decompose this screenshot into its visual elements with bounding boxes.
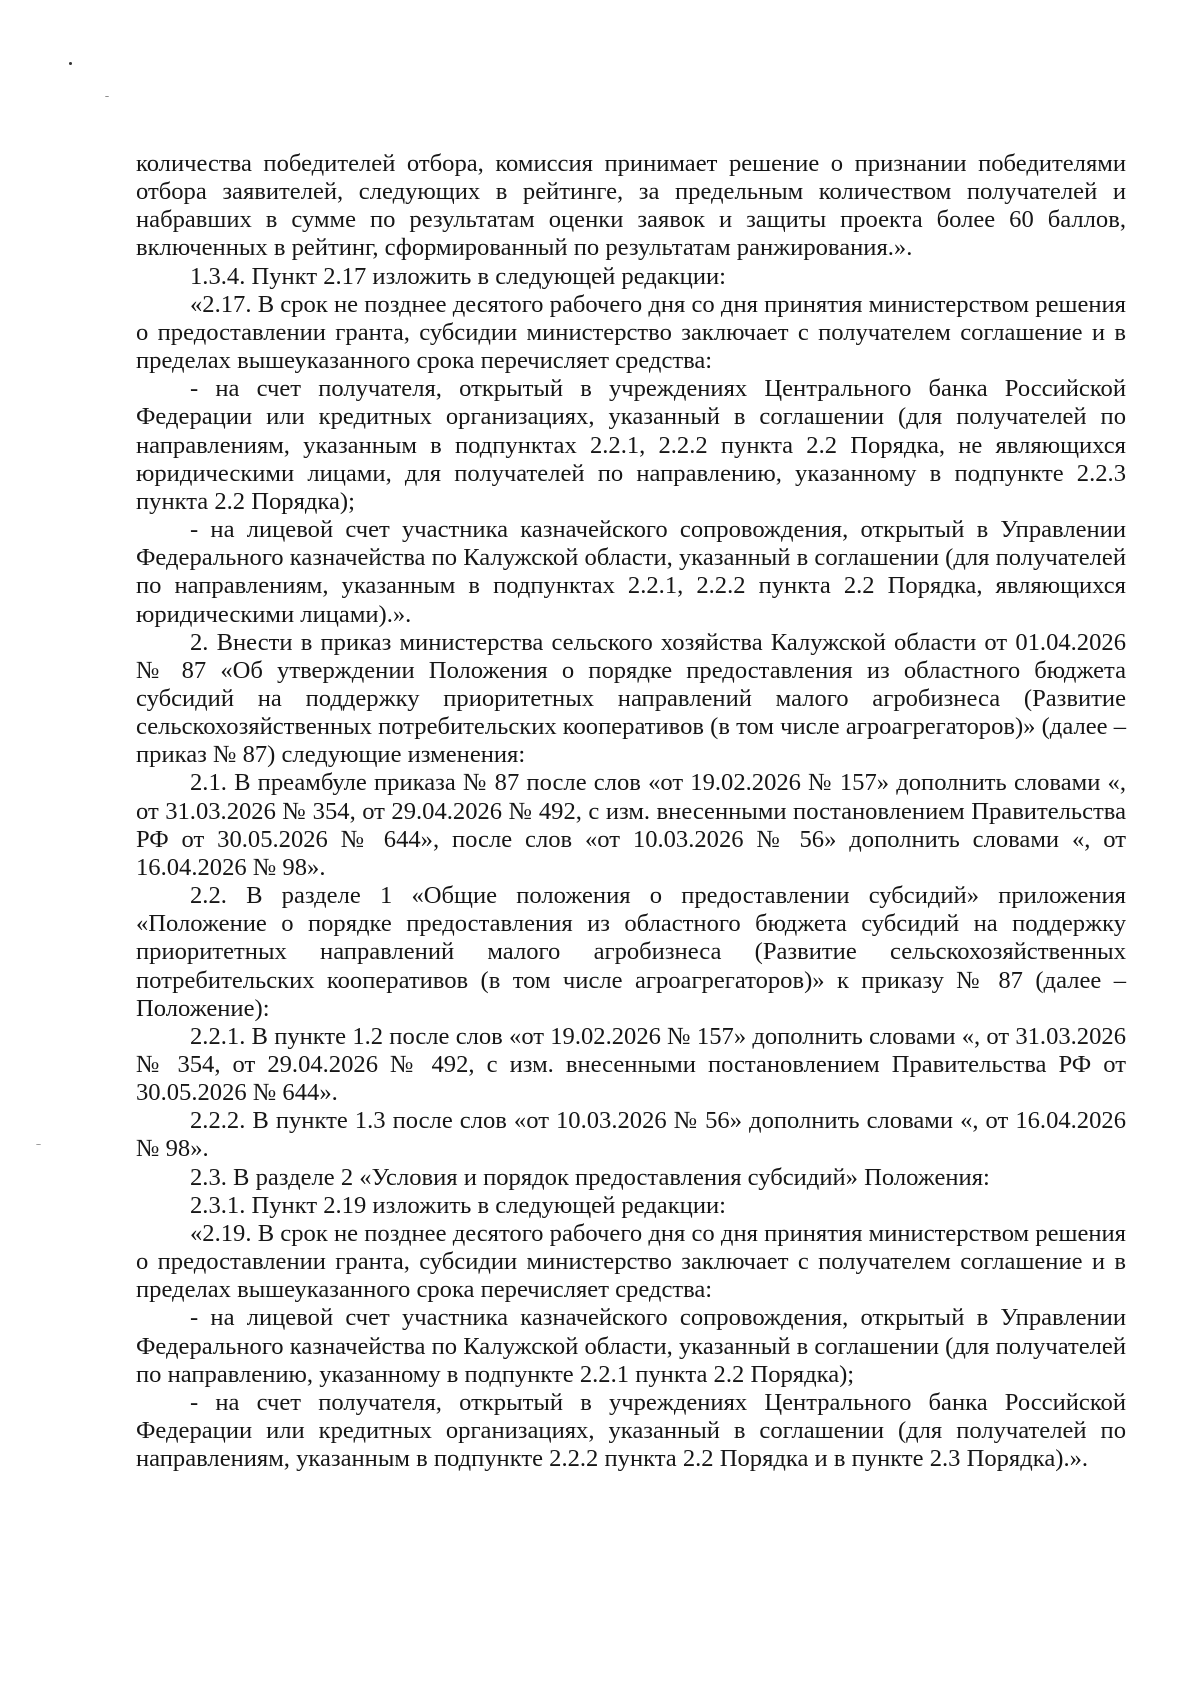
paragraph-bullet: - на лицевой счет участника казначейского сопровождения, открытый в Управлении Федерального казначейства по Калужской области, указанный в соглашении (для получателей по направлению, указанному в подпункте 2.2.1 пункта 2.2 Порядка); [136, 1304, 1126, 1388]
paragraph-item-1-3-4: 1.3.4. Пункт 2.17 изложить в следующей редакции: [190, 262, 726, 290]
scan-speck [105, 96, 109, 97]
paragraph-bullet: - на счет получателя, открытый в учреждениях Центрального банка Российской Федерации или кредитных организациях, указанный в соглашении (для получателей по направлениям, указанным в подпунктах 2.2.1, 2.2.2 пункта 2.2 Порядка, не являющихся юридическими лицами, для получателей по направлению, указанному в подпункте 2.2.3 пункта 2.2 Порядка); [136, 375, 1126, 515]
document-body [136, 150, 1126, 1473]
paragraph-item-2-2-1: 2.2.1. В пункте 1.2 после слов «от 19.02.2026 № 157» дополнить словами «, от 31.03.2026 № 354, от 29.04.2026 № 492, с изм. внесенными постановлением Правительства РФ от 30.05.2026 № 644». [136, 1022, 1126, 1107]
paragraph-item-2-2-2: 2.2.2. В пункте 1.3 после слов «от 10.03.2026 № 56» дополнить словами «, от 16.04.2026 № 98». [136, 1107, 1126, 1163]
paragraph-bullet: - на счет получателя, открытый в учреждениях Центрального банка Российской Федерации или кредитных организациях, указанный в соглашении (для получателей по направлениям, указанным в подпункте 2.2.2 пункта 2.2 Порядка и в пункте 2.3 Порядка).». [136, 1388, 1126, 1473]
paragraph-item-2-3-1: 2.3.1. Пункт 2.19 изложить в следующей редакции: [190, 1191, 726, 1219]
scan-speck [36, 1144, 41, 1145]
paragraph-item-2-1: 2.1. В преамбуле приказа № 87 после слов «от 19.02.2026 № 157» дополнить словами «, от 31.03.2026 № 354, от 29.04.2026 № 492, с изм. внесенными постановлением Правительства РФ от 30.05.2026 № 644», после слов «от 10.03.2026 № 56» дополнить словами «, от 16.04.2026 № 98». [136, 769, 1126, 881]
paragraph-item-2-19: «2.19. В срок не позднее десятого рабочего дня со дня принятия министерством решения о предоставлении гранта, субсидии министерство заключает с получателем соглашение и в пределах вышеуказанного срока перечисляет средства: [136, 1219, 1126, 1304]
scan-speck [69, 62, 72, 65]
paragraph-item-2-2: 2.2. В разделе 1 «Общие положения о предоставлении субсидий» приложения «Положение о порядке предоставления из областного бюджета субсидий на поддержку приоритетных направлений малого агробизнеса (Развитие сельскохозяйственных потребительских кооперативов (в том числе агроагрегаторов)» к приказу № 87 (далее – Положение): [136, 882, 1126, 1022]
paragraph-bullet: - на лицевой счет участника казначейского сопровождения, открытый в Управлении Федерального казначейства по Калужской области, указанный в соглашении (для получателей по направлениям, указанным в подпунктах 2.2.1, 2.2.2 пункта 2.2 Порядка, являющихся юридическими лицами).». [136, 516, 1126, 628]
paragraph-item-2-3: 2.3. В разделе 2 «Условия и порядок предоставления субсидий» Положения: [190, 1163, 990, 1191]
paragraph-continuation: количества победителей отбора, комиссия принимает решение о признании победителями отбора заявителей, следующих в рейтинге, за предельным количеством получателей и набравших в сумме по результатам оценки заявок и защиты проекта более 60 баллов, включенных в рейтинг, сформированный по результатам ранжирования.». [136, 150, 1126, 262]
paragraph-item-2: 2. Внести в приказ министерства сельского хозяйства Калужской области от 01.04.2026 № 87 «Об утверждении Положения о порядке предоставления из областного бюджета субсидий на поддержку приоритетных направлений малого агробизнеса (Развитие сельскохозяйственных потребительских кооперативов (в том числе агроагрегаторов)» (далее – приказ № 87) следующие изменения: [136, 628, 1126, 769]
paragraph-item-2-17: «2.17. В срок не позднее десятого рабочего дня со дня принятия министерством решения о предоставлении гранта, субсидии министерство заключает с получателем соглашение и в пределах вышеуказанного срока перечисляет средства: [136, 290, 1126, 375]
